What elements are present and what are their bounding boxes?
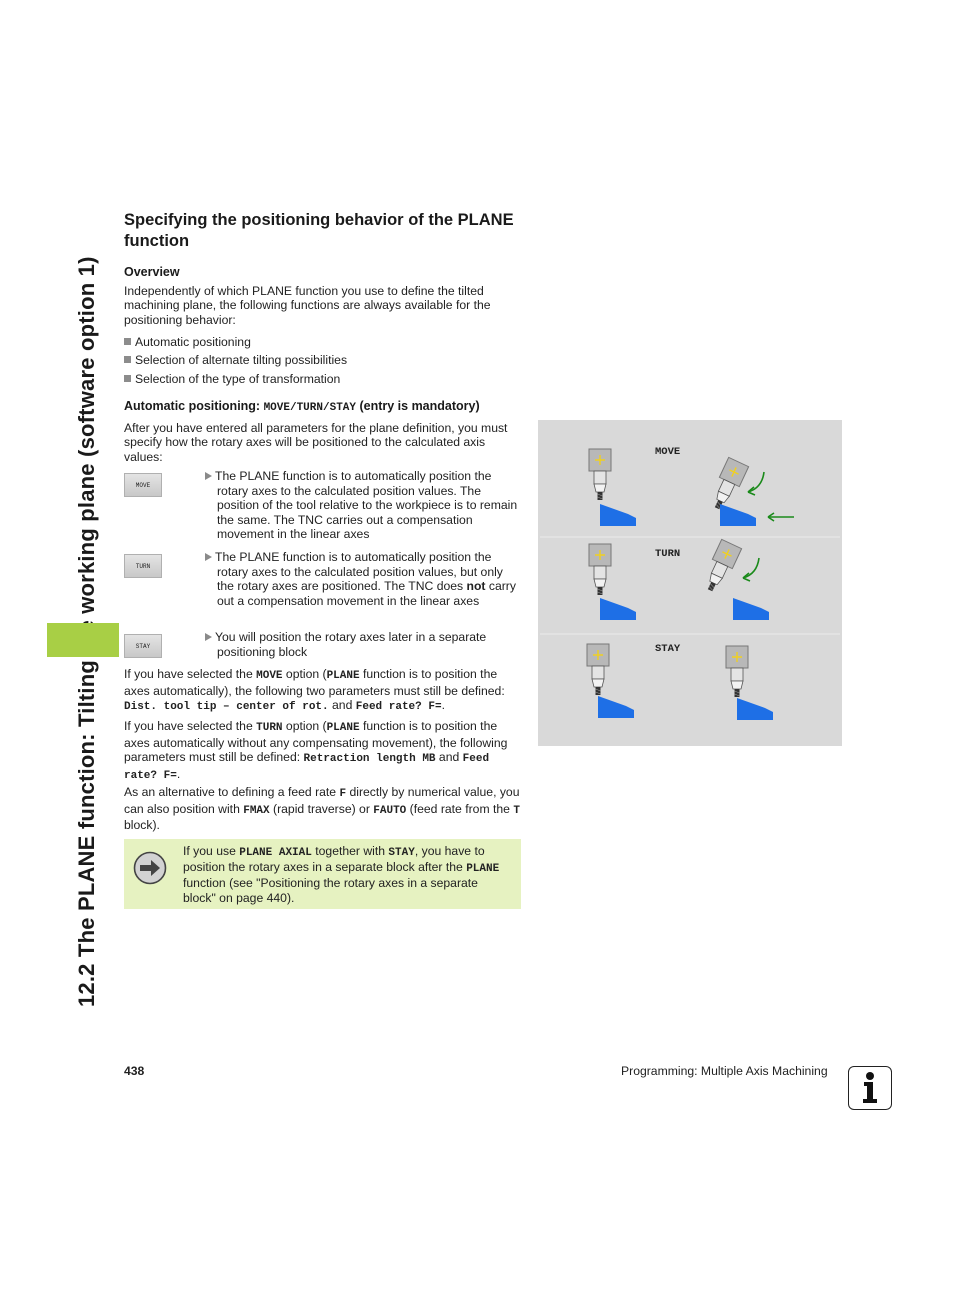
arrow-right-icon bbox=[133, 851, 167, 885]
stay-figure-label: STAY bbox=[655, 643, 681, 655]
bullet-square-icon bbox=[124, 375, 131, 382]
section-heading: Specifying the positioning behavior of the PLANE function bbox=[124, 211, 514, 250]
section-heading-block bbox=[124, 210, 521, 251]
feed-rate-paragraph: As an alternative to defining a feed rate F directly by numerical value, you can also position with FMAX (rapid traverse) or FAUTO (feed rate from the T block). bbox=[124, 785, 520, 832]
auto-positioning-intro: After you have entered all parameters for the plane definition, you must specify how the rotary axes will be positioned to the calculated axis values: bbox=[124, 420, 508, 464]
bullet-square-icon bbox=[124, 338, 131, 345]
turn-figure-label: TURN bbox=[655, 548, 681, 560]
note-text: If you use PLANE AXIAL together with STAY, you have to position the rotary axes in a separate block after the PLANE function (see "Positioning the rotary axes in a separate block" on page 440). bbox=[183, 844, 500, 905]
auto-positioning-title: Automatic positioning: MOVE/TURN/STAY (entry is mandatory) bbox=[124, 399, 480, 414]
triangle-bullet-icon bbox=[205, 553, 212, 561]
note-box bbox=[124, 839, 521, 909]
move-parameters-paragraph: If you have selected the MOVE option (PLANE function is to position the axes automatically), the following two parameters must still be defined: Dist. tool tip – center of rot. and Feed rate? F=. bbox=[124, 667, 505, 713]
list-item: Selection of alternate tilting possibilities bbox=[124, 353, 347, 367]
move-description: The PLANE function is to automatically position the rotary axes to the calculated position values. The position of the tool relative to the workpiece is to remain the same. The TNC carries out a compensation movement in the linear axes bbox=[205, 469, 521, 542]
triangle-bullet-icon bbox=[205, 633, 212, 641]
triangle-bullet-icon bbox=[205, 472, 212, 480]
move-figure-label: MOVE bbox=[655, 446, 681, 458]
positioning-behavior-figure bbox=[538, 420, 842, 746]
turn-parameters-paragraph: If you have selected the TURN option (PLANE function is to position the axes automatically without any compensating movement), the following parameters must still be defined: Retraction length MB and Feed rate? F=. bbox=[124, 719, 508, 782]
list-item: Selection of the type of transformation bbox=[124, 372, 340, 386]
turn-description: The PLANE function is to automatically position the rotary axes to the calculated position values, but only the rotary axes are positioned. The TNC does not carry out a compensation movement in the linear axes bbox=[205, 550, 521, 608]
chapter-footer: Programming: Multiple Axis Machining bbox=[621, 1064, 828, 1078]
overview-title: Overview bbox=[124, 265, 180, 279]
auto-positioning-block bbox=[124, 399, 521, 464]
bullet-square-icon bbox=[124, 356, 131, 363]
list-item: Automatic positioning bbox=[124, 335, 251, 349]
page-number: 438 bbox=[124, 1064, 145, 1078]
overview-block bbox=[124, 265, 521, 327]
positioning-diagram bbox=[538, 420, 842, 746]
chapter-tab-marker bbox=[47, 623, 119, 657]
overview-intro: Independently of which PLANE function you use to define the tilted machining plane, the following functions are always available for the positioning behavior: bbox=[124, 283, 491, 327]
move-softkey[interactable]: MOVE bbox=[124, 473, 162, 497]
turn-softkey[interactable]: TURN bbox=[124, 554, 162, 578]
stay-softkey[interactable]: STAY bbox=[124, 634, 162, 658]
info-icon bbox=[848, 1066, 892, 1110]
stay-description: You will position the rotary axes later in a separate positioning block bbox=[205, 630, 521, 659]
